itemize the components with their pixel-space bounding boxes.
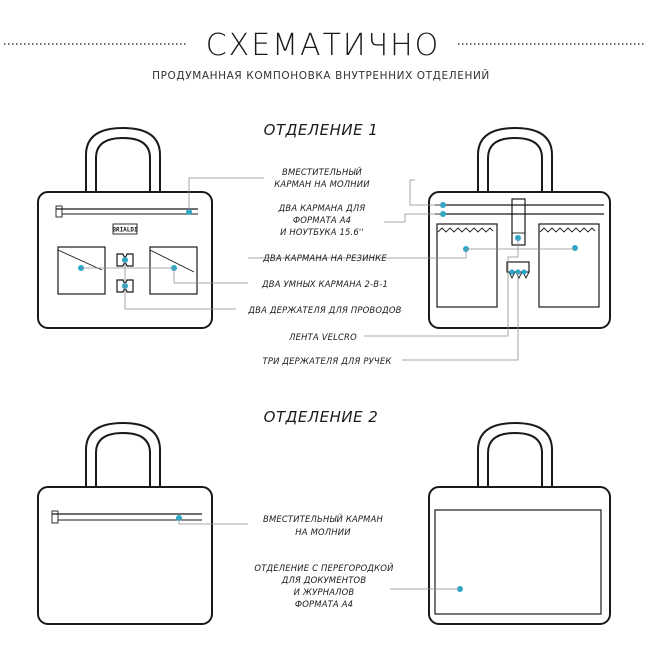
label-zip-pocket-2: КАРМАН НА МОЛНИИ bbox=[274, 179, 370, 189]
label2-docs-1: ОТДЕЛЕНИЕ С ПЕРЕГОРОДКОЙ bbox=[254, 563, 394, 573]
bag2-front-handle-inner bbox=[96, 433, 150, 487]
page-title: СХЕМАТИЧНО bbox=[205, 28, 441, 63]
label-smart-pockets: ДВА УМНЫХ КАРМАНА 2-В-1 bbox=[262, 279, 388, 289]
bag1-inside-handle-inner bbox=[488, 138, 542, 192]
bag2-inside-handle-inner bbox=[488, 433, 542, 487]
label-velcro: ЛЕНТА VELCRO bbox=[289, 332, 357, 342]
label-elastic-pockets: ДВА КАРМАНА НА РЕЗИНКЕ bbox=[263, 253, 387, 263]
label-pen-holders: ТРИ ДЕРЖАТЕЛЯ ДЛЯ РУЧЕК bbox=[262, 356, 392, 366]
section2-title: ОТДЕЛЕНИЕ 2 bbox=[263, 408, 379, 426]
label2-zip-pocket-1: ВМЕСТИТЕЛЬНЫЙ КАРМАН bbox=[263, 514, 383, 524]
label2-docs-2: ДЛЯ ДОКУМЕНТОВ bbox=[281, 575, 367, 585]
bag1-inside-body bbox=[429, 192, 610, 328]
label2-docs-4: ФОРМАТА А4 bbox=[294, 599, 354, 609]
header bbox=[4, 28, 646, 82]
label-a4-3: И НОУТБУКА 15.6'' bbox=[280, 227, 364, 237]
bag2-inside bbox=[429, 423, 610, 624]
label-a4-1: ДВА КАРМАНА ДЛЯ bbox=[278, 203, 366, 213]
bag1-front-handle-inner bbox=[96, 138, 150, 192]
page-subtitle: ПРОДУМАННАЯ КОМПОНОВКА ВНУТРЕННИХ ОТДЕЛЕНИЙ bbox=[152, 70, 490, 82]
bag2-front bbox=[38, 423, 212, 624]
label2-zip-pocket-2: НА МОЛНИИ bbox=[295, 527, 351, 537]
elastic-pocket-right-dot bbox=[572, 245, 578, 251]
brand-logo-text: BRIALDI bbox=[112, 226, 138, 234]
label-a4-2: ФОРМАТА А4 bbox=[292, 215, 352, 225]
section1-title: ОТДЕЛЕНИЕ 1 bbox=[263, 121, 379, 139]
bag1-inside bbox=[429, 128, 610, 328]
section2-labels bbox=[254, 513, 394, 609]
label-cable-holders: ДВА ДЕРЖАТЕЛЯ ДЛЯ ПРОВОДОВ bbox=[248, 305, 402, 315]
label2-docs-3: И ЖУРНАЛОВ bbox=[293, 587, 355, 597]
bag2-front-body bbox=[38, 487, 212, 624]
bag2-inside-body bbox=[429, 487, 610, 624]
pen-holder-dot-1 bbox=[509, 269, 514, 274]
pen-holder-dot-3 bbox=[521, 269, 526, 274]
label-zip-pocket-1: ВМЕСТИТЕЛЬНЫЙ bbox=[282, 167, 362, 177]
